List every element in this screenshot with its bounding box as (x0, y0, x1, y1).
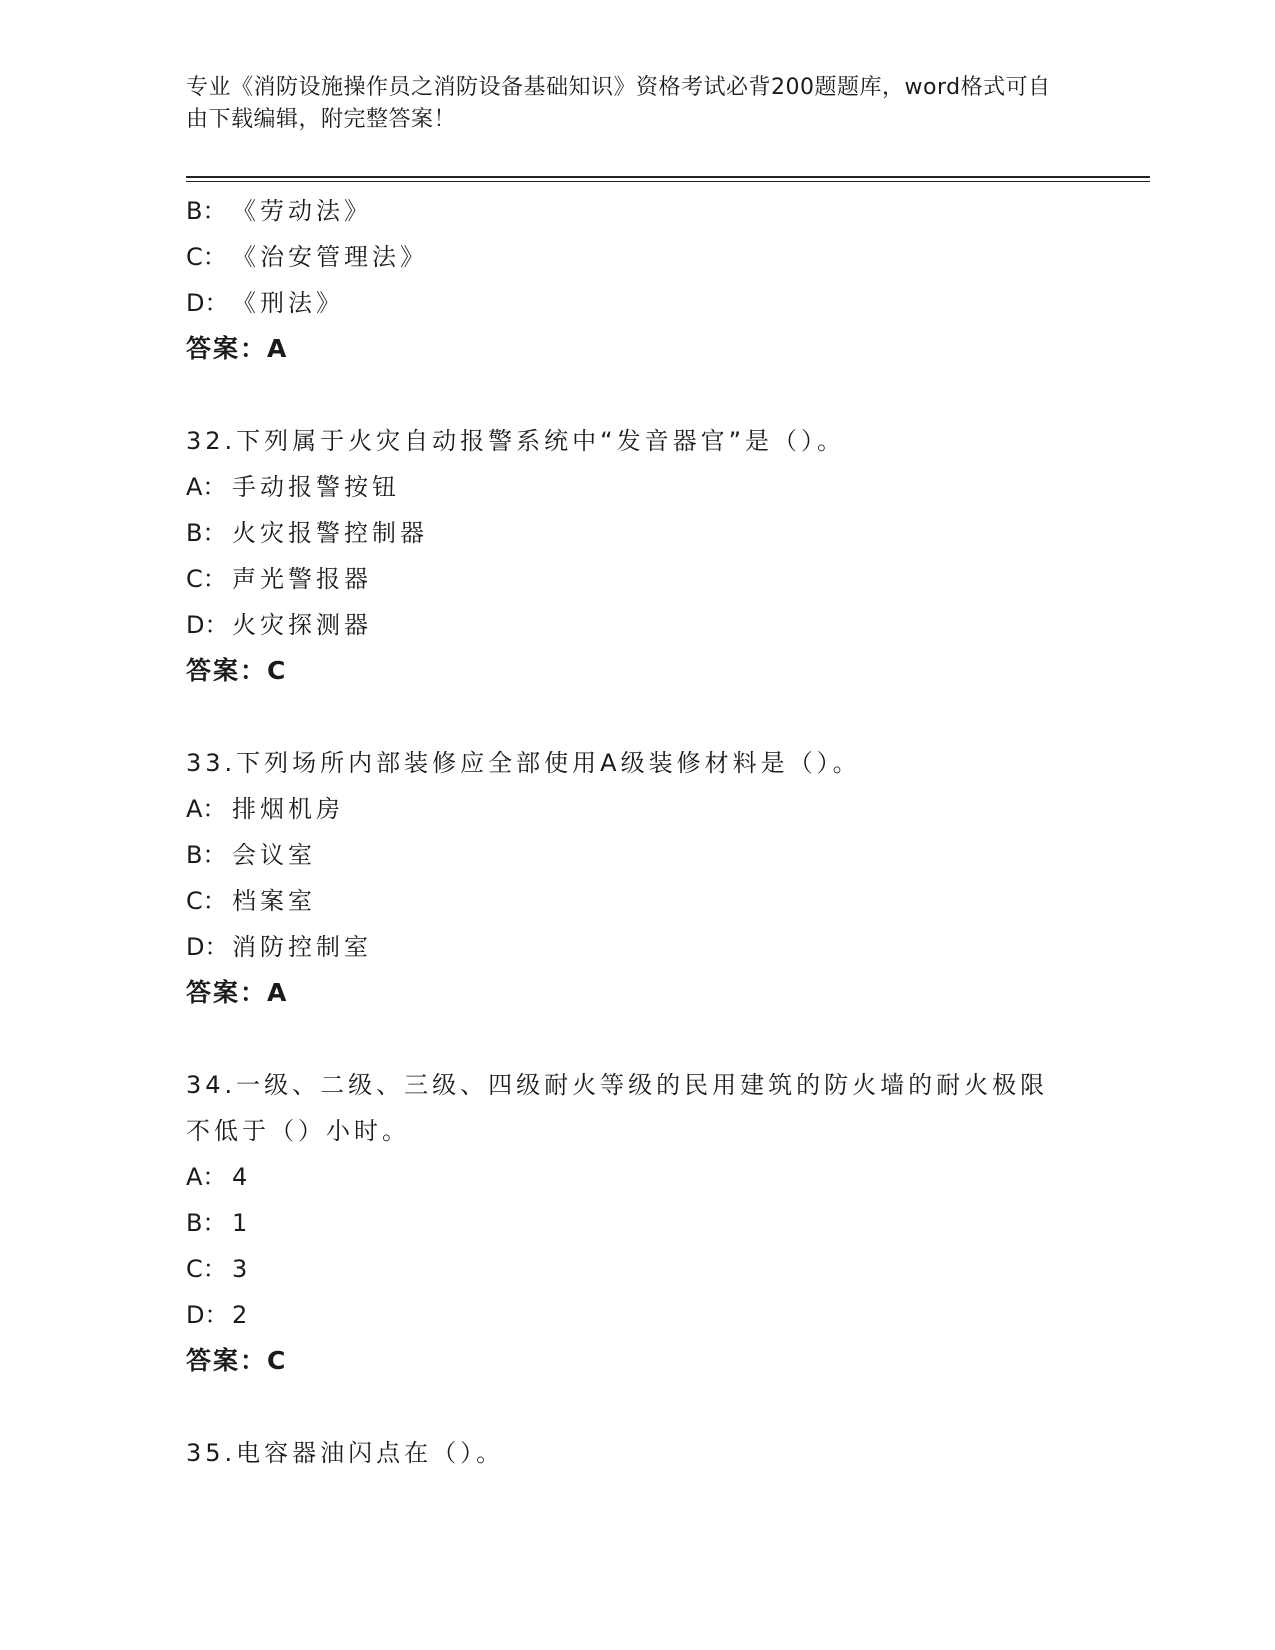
option-a (186, 464, 1086, 510)
question-stem: 33.下列场所内部装修应全部使用A级装修材料是（）。 (186, 749, 861, 777)
option-b (186, 510, 1086, 556)
option-text: 排烟机房 (232, 795, 344, 823)
option-key: D： (186, 611, 229, 639)
option-key: B： (186, 1209, 227, 1237)
option-c (186, 878, 1086, 924)
option-text: 3 (232, 1255, 252, 1283)
option-b (186, 832, 1086, 878)
question-block-31-partial (186, 188, 1086, 372)
option-text: 《刑法》 (232, 289, 344, 317)
option-key: B： (186, 519, 227, 547)
option-d (186, 924, 1086, 970)
option-text: 会议室 (232, 841, 316, 869)
option-text: 火灾报警控制器 (232, 519, 428, 547)
option-text: 《劳动法》 (232, 197, 372, 225)
question-stem: 35.电容器油闪点在（）。 (186, 1439, 505, 1467)
option-text: 声光警报器 (232, 565, 372, 593)
option-key: A： (186, 473, 227, 501)
option-text: 1 (232, 1209, 252, 1237)
option-key: C： (186, 887, 227, 915)
header-rule-thin (186, 181, 1150, 182)
option-d (186, 1292, 1086, 1338)
option-text: 4 (232, 1163, 252, 1191)
question-block-35 (186, 1430, 1086, 1476)
option-b (186, 188, 1086, 234)
question-block-34 (186, 1062, 1086, 1384)
answer-line: 答案：C (186, 1346, 288, 1375)
option-key: B： (186, 841, 227, 869)
option-d (186, 602, 1086, 648)
answer-line: 答案：A (186, 334, 289, 363)
option-text: 手动报警按钮 (232, 473, 400, 501)
option-key: C： (186, 565, 227, 593)
option-text: 消防控制室 (232, 933, 372, 961)
option-key: B： (186, 197, 227, 225)
option-key: D： (186, 933, 229, 961)
option-c (186, 1246, 1086, 1292)
answer-line: 答案：A (186, 978, 289, 1007)
option-b (186, 1200, 1086, 1246)
page-header: 专业《消防设施操作员之消防设备基础知识》资格考试必背200题题库，word格式可自由下载编辑，附完整答案！ (186, 75, 1051, 132)
option-key: C： (186, 1255, 227, 1283)
option-text: 档案室 (232, 887, 316, 915)
header-rule-thick (186, 176, 1150, 178)
option-key: A： (186, 1163, 227, 1191)
question-stem: 32.下列属于火灾自动报警系统中“发音器官”是（）。 (186, 427, 846, 455)
option-text: 火灾探测器 (232, 611, 372, 639)
option-key: D： (186, 1301, 229, 1329)
option-d (186, 280, 1086, 326)
option-key: C： (186, 243, 227, 271)
question-block-32 (186, 418, 1086, 694)
option-a (186, 1154, 1086, 1200)
option-a (186, 786, 1086, 832)
question-block-33 (186, 740, 1086, 1016)
option-key: A： (186, 795, 227, 823)
option-c (186, 556, 1086, 602)
question-list (186, 188, 1086, 1476)
question-stem: 34.一级、二级、三级、四级耐火等级的民用建筑的防火墙的耐火极限不低于（）小时。 (186, 1071, 1049, 1145)
option-text: 《治安管理法》 (232, 243, 428, 271)
option-key: D： (186, 289, 229, 317)
option-c (186, 234, 1086, 280)
answer-line: 答案：C (186, 656, 288, 685)
option-text: 2 (232, 1301, 252, 1329)
